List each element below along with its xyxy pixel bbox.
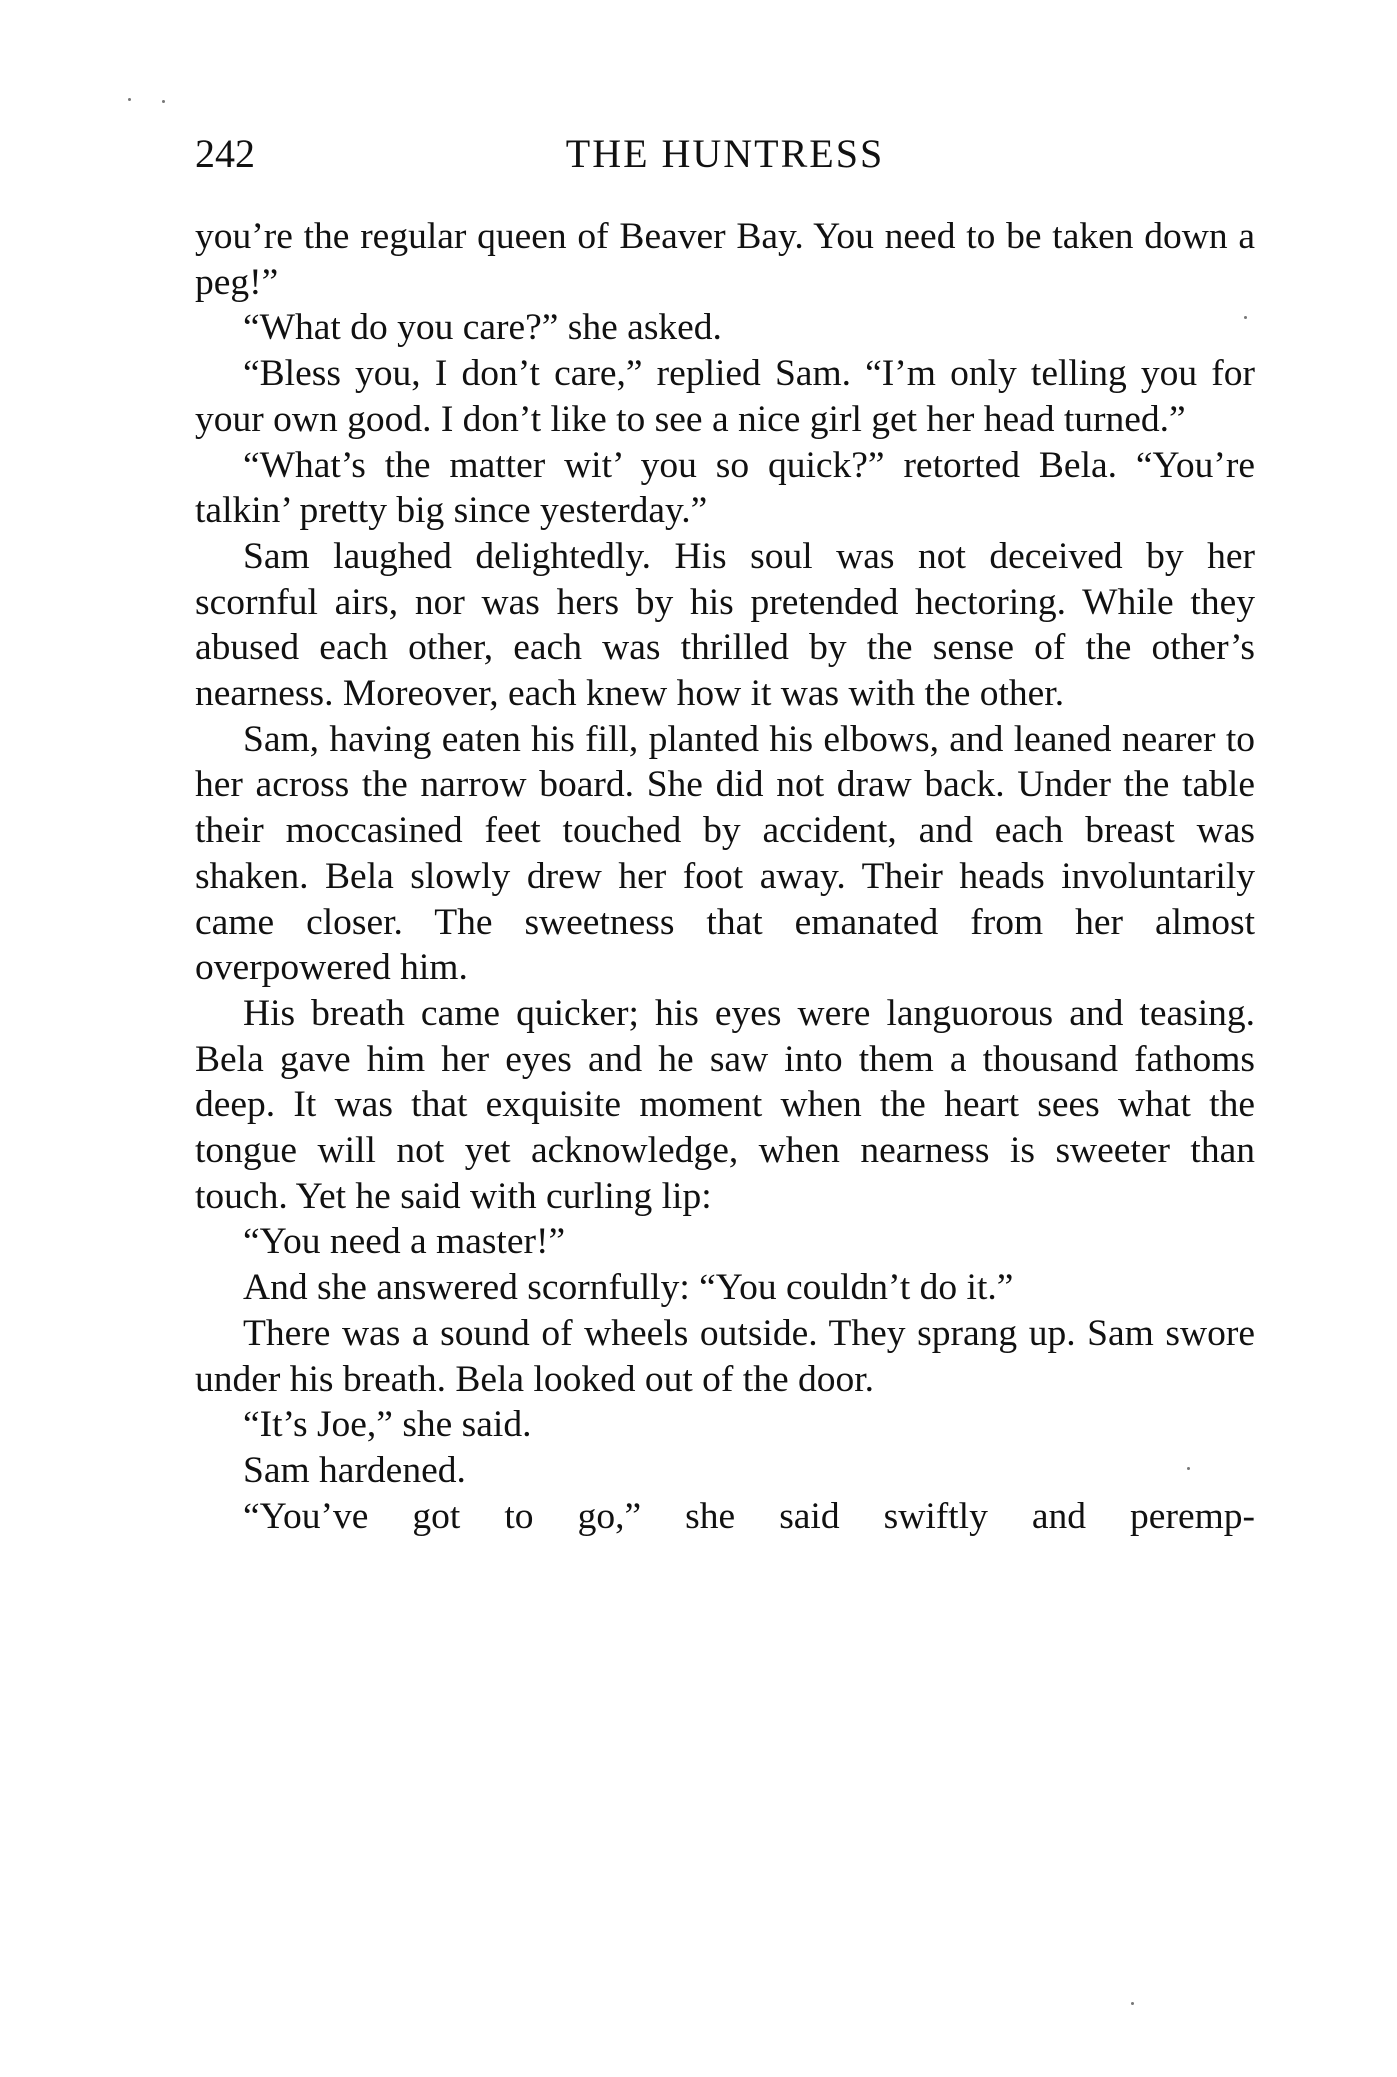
paragraph: “Bless you, I don’t care,” replied Sam. “I’m only telling you for your own good. I don’t like to see a nice girl get her head turned.” bbox=[195, 353, 1255, 440]
paragraph: Sam hardened. bbox=[243, 1449, 466, 1491]
paragraph: “What do you care?” she asked. bbox=[243, 307, 722, 349]
paragraph: His breath came quicker; his eyes were languorous and teasing. Bela gave him her eyes and he saw into them a thousand fathoms deep. It was that exquisite moment when the heart sees what the tongue will not yet acknowledge, when nearness is sweeter than touch. Yet he said with curling lip: bbox=[195, 992, 1255, 1217]
paragraph: “You need a master!” bbox=[243, 1221, 566, 1263]
scan-speck bbox=[1131, 2002, 1134, 2005]
scan-speck bbox=[128, 98, 131, 101]
page-header bbox=[195, 128, 1255, 180]
scan-speck bbox=[162, 100, 165, 103]
paragraph: “You’ve got to go,” she said swiftly and peremp- bbox=[243, 1495, 1255, 1537]
running-title: THE HUNTRESS bbox=[565, 131, 885, 176]
paragraph: Sam, having eaten his fill, planted his elbows, and leaned nearer to her across the narrow board. She did not draw back. Under the table their moccasined feet touched by accident, and each breast was shaken. Bela slowly drew her foot away. Their heads involuntarily came closer. The sweetness that emanated from her almost overpowered him. bbox=[195, 718, 1255, 989]
paragraph: And she answered scornfully: “You couldn’t do it.” bbox=[243, 1267, 1014, 1309]
paragraph: “It’s Joe,” she said. bbox=[243, 1404, 532, 1446]
paragraph: you’re the regular queen of Beaver Bay. You need to be taken down a peg!” bbox=[195, 216, 1255, 303]
body-text bbox=[195, 214, 1255, 1539]
scan-speck bbox=[1187, 1467, 1190, 1470]
scan-speck bbox=[1244, 316, 1247, 319]
paragraph: Sam laughed delightedly. His soul was not deceived by her scornful airs, nor was hers by his pretended hectoring. While they abused each other, each was thrilled by the sense of the other’s nearness. Moreover, each knew how it was with the other. bbox=[195, 535, 1255, 715]
paragraph: There was a sound of wheels outside. They sprang up. Sam swore under his breath. Bela looked out of the door. bbox=[195, 1312, 1255, 1400]
paragraph: “What’s the matter wit’ you so quick?” retorted Bela. “You’re talkin’ pretty big since yesterday.” bbox=[195, 444, 1255, 532]
page-number: 242 bbox=[195, 131, 255, 176]
